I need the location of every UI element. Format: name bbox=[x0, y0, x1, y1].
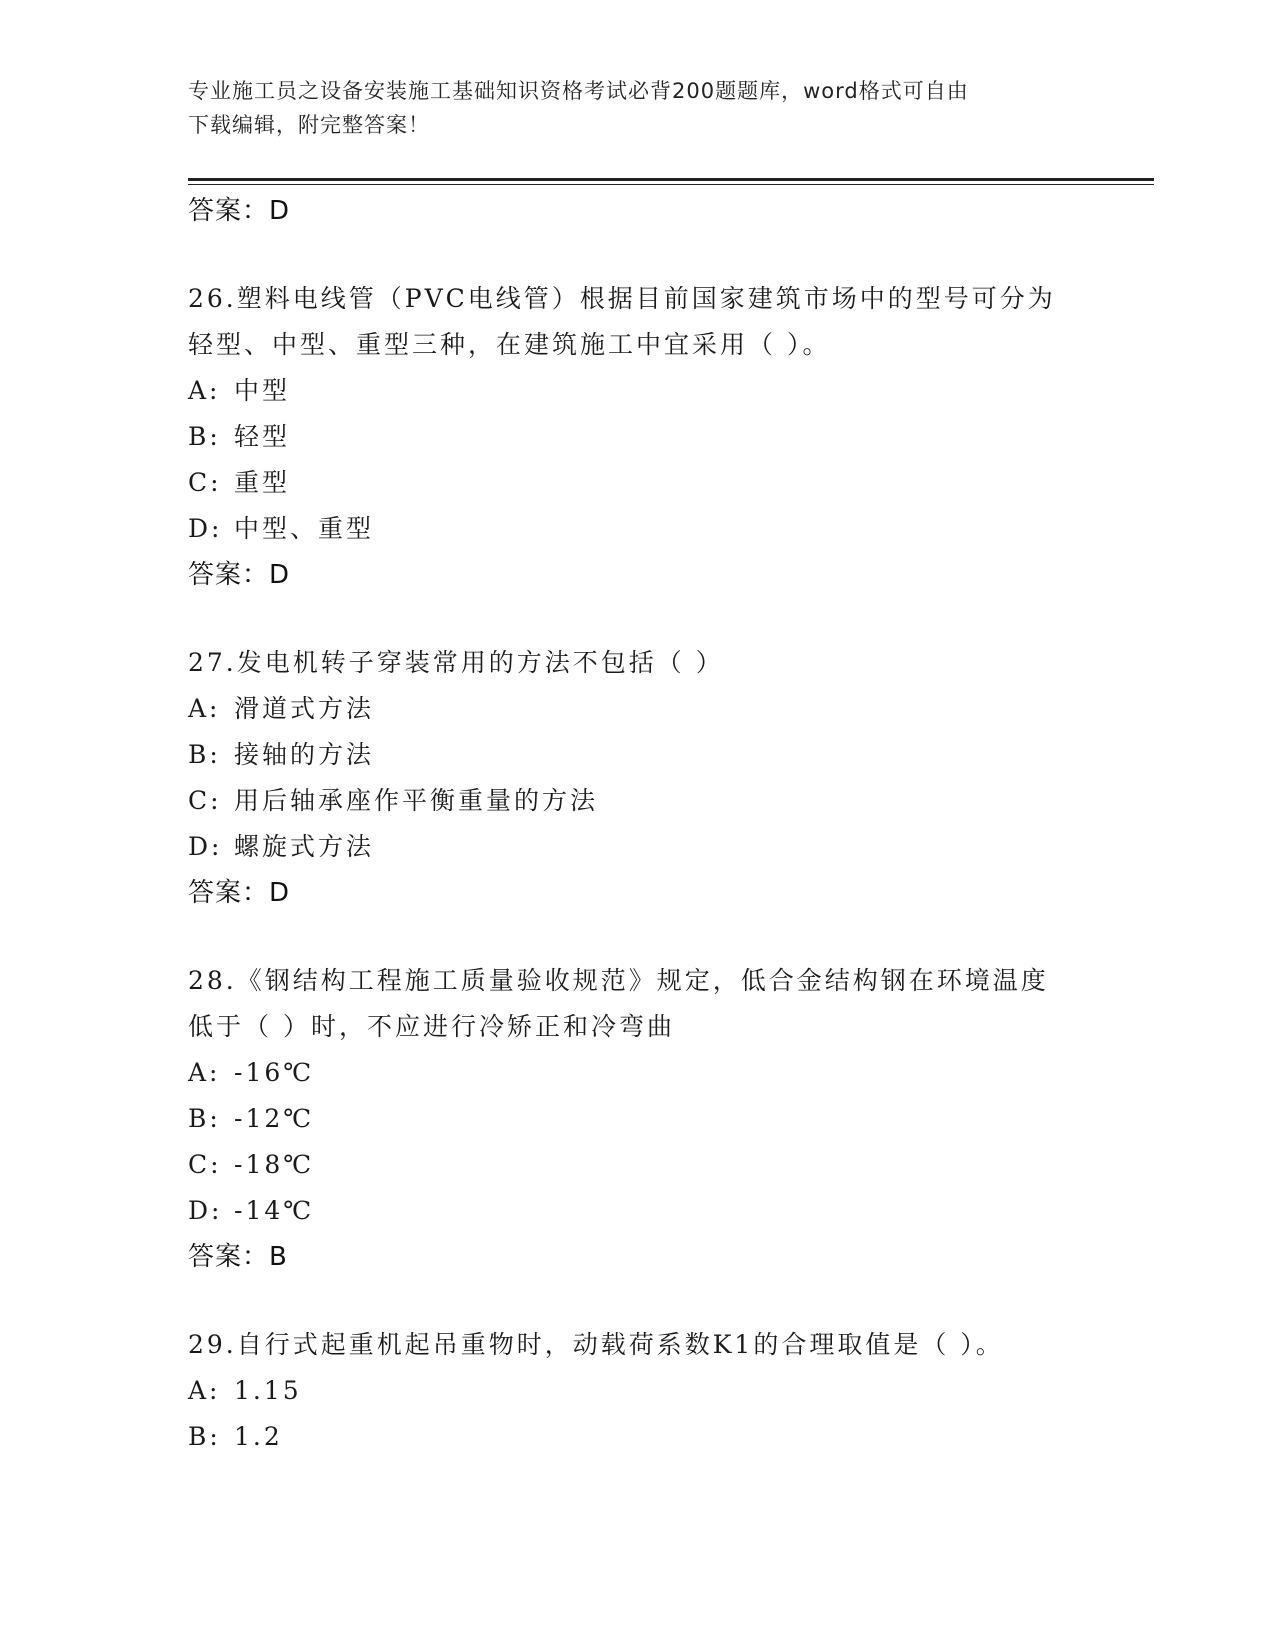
option-a bbox=[188, 1050, 1088, 1096]
answer-label: 答案：D bbox=[188, 878, 291, 908]
option-c bbox=[188, 778, 1088, 824]
answer-label: 答案：D bbox=[188, 560, 291, 590]
option-letter: C: bbox=[188, 1150, 222, 1179]
option-letter: D: bbox=[188, 832, 223, 861]
option-text: 滑道式方法 bbox=[234, 694, 375, 723]
option-text: 螺旋式方法 bbox=[234, 832, 375, 861]
stem-line: 28.《钢结构工程施工质量验收规范》规定，低合金结构钢在环境温度 bbox=[188, 966, 1049, 995]
question-26 bbox=[188, 276, 1088, 598]
option-c bbox=[188, 460, 1088, 506]
option-letter: A: bbox=[188, 694, 221, 723]
answer-label: 答案：B bbox=[188, 1242, 288, 1272]
header-line-2: 下载编辑，附完整答案！ bbox=[188, 113, 430, 137]
option-letter: B: bbox=[188, 1422, 221, 1451]
option-text: 轻型 bbox=[234, 422, 291, 451]
option-text: 用后轴承座作平衡重量的方法 bbox=[234, 786, 599, 815]
option-text: 中型、重型 bbox=[234, 514, 375, 543]
option-text: -18℃ bbox=[234, 1150, 315, 1179]
option-text: -16℃ bbox=[234, 1058, 315, 1087]
question-list bbox=[188, 188, 1088, 1460]
stem-line: 27.发电机转子穿装常用的方法不包括（ ） bbox=[188, 648, 724, 677]
option-b bbox=[188, 414, 1088, 460]
question-29 bbox=[188, 1322, 1088, 1460]
question-stem bbox=[188, 958, 1088, 1050]
question-28 bbox=[188, 958, 1088, 1280]
question-stem bbox=[188, 276, 1088, 368]
option-c bbox=[188, 1142, 1088, 1188]
stem-line: 26.塑料电线管（PVC电线管）根据目前国家建筑市场中的型号可分为 bbox=[188, 284, 1056, 313]
document-header bbox=[188, 74, 1088, 142]
header-divider-thick bbox=[188, 178, 1154, 181]
option-letter: C: bbox=[188, 468, 222, 497]
option-letter: A: bbox=[188, 1376, 221, 1405]
stem-line: 29.自行式起重机起吊重物时，动载荷系数K1的合理取值是（ ）。 bbox=[188, 1330, 1004, 1359]
option-a bbox=[188, 368, 1088, 414]
stem-line: 低于（ ）时，不应进行冷矫正和冷弯曲 bbox=[188, 1012, 675, 1041]
question-stem bbox=[188, 1322, 1088, 1368]
option-b bbox=[188, 1414, 1088, 1460]
option-d bbox=[188, 1188, 1088, 1234]
option-letter: D: bbox=[188, 514, 223, 543]
option-text: 1.15 bbox=[234, 1376, 302, 1405]
option-letter: D: bbox=[188, 1196, 223, 1225]
header-divider-thin bbox=[188, 184, 1154, 185]
stem-line: 轻型、中型、重型三种，在建筑施工中宜采用（ ）。 bbox=[188, 330, 831, 359]
question-stem bbox=[188, 640, 1088, 686]
option-text: 重型 bbox=[234, 468, 291, 497]
header-line-1: 专业施工员之设备安装施工基础知识资格考试必背200题题库，word格式可自由 bbox=[188, 79, 969, 103]
option-letter: B: bbox=[188, 1104, 221, 1133]
option-letter: B: bbox=[188, 740, 221, 769]
option-text: 1.2 bbox=[234, 1422, 283, 1451]
option-b bbox=[188, 732, 1088, 778]
option-letter: C: bbox=[188, 786, 222, 815]
option-letter: B: bbox=[188, 422, 221, 451]
option-d bbox=[188, 824, 1088, 870]
option-text: -14℃ bbox=[234, 1196, 315, 1225]
option-text: 中型 bbox=[234, 376, 291, 405]
option-letter: A: bbox=[188, 376, 221, 405]
option-text: -12℃ bbox=[234, 1104, 315, 1133]
option-d bbox=[188, 506, 1088, 552]
option-b bbox=[188, 1096, 1088, 1142]
option-a bbox=[188, 1368, 1088, 1414]
question-27 bbox=[188, 640, 1088, 916]
option-a bbox=[188, 686, 1088, 732]
option-text: 接轴的方法 bbox=[234, 740, 375, 769]
option-letter: A: bbox=[188, 1058, 221, 1087]
previous-answer: 答案：D bbox=[188, 196, 291, 226]
